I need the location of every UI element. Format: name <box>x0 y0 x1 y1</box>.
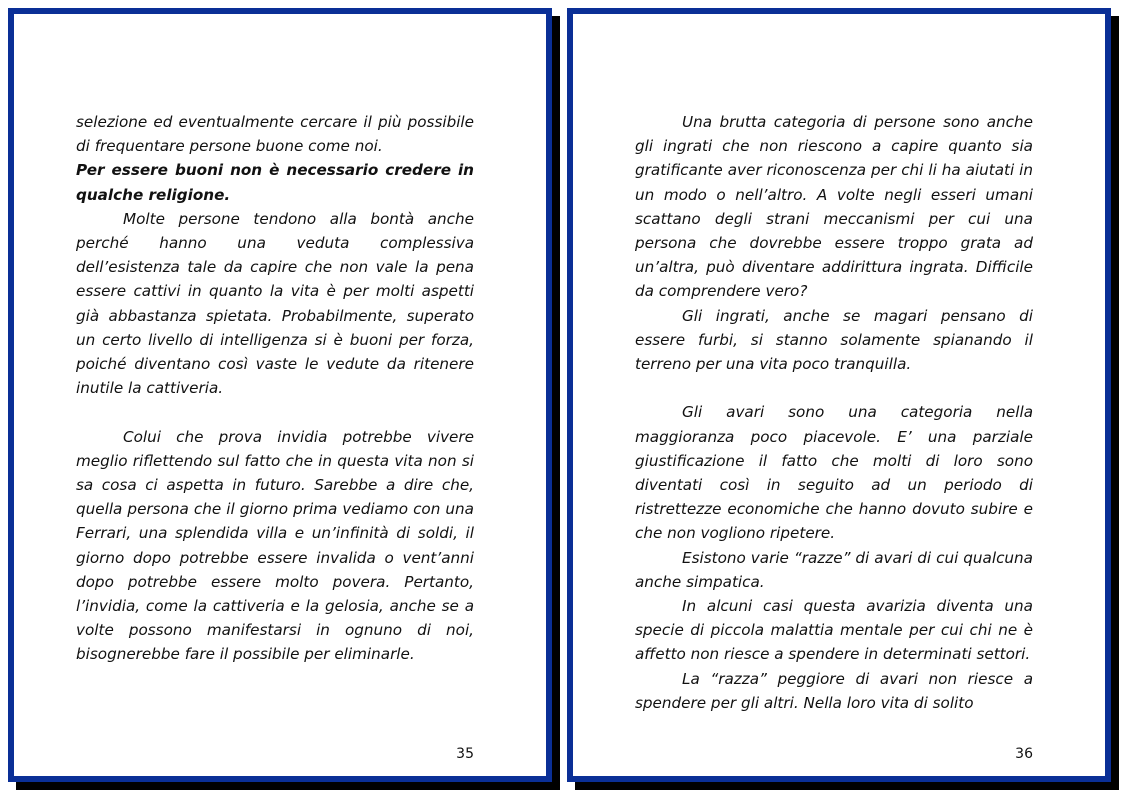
left-page <box>8 8 552 782</box>
paragraph: Molte persone tendono alla bontà anche perché hanno una veduta complessiva dell’esistenza tale da capire che non vale la pena essere cattivi in quanto la vita è per molti aspetti già abbastanza spietata. Probabilmente, superato un certo livello di intelligenza si è buoni per forza, poiché diventano così vaste le vedute da ritenere inutile la cattiveria. <box>76 209 474 398</box>
paragraph: selezione ed eventualmente cercare il più possibile di frequentare persone buone come noi. <box>76 113 474 156</box>
right-page-body <box>635 110 1033 715</box>
right-page <box>567 8 1111 782</box>
paragraph: La “razza” peggiore di avari non riesce a spendere per gli altri. Nella loro vita di solito <box>635 669 1033 712</box>
paragraph: Gli ingrati, anche se magari pensano di essere furbi, si stanno solamente spianando il terreno per una vita poco tranquilla. <box>635 306 1033 374</box>
paragraph: Esistono varie “razze” di avari di cui qualcuna anche simpatica. <box>635 548 1033 591</box>
paragraph: Colui che prova invidia potrebbe vivere meglio riflettendo sul fatto che in questa vita non si sa cosa ci aspetta in futuro. Sarebbe a dire che, quella persona che il giorno prima vediamo con una Ferrari, una splendida villa e un’infinità di soldi, il giorno dopo potrebbe essere invalida o vent’anni dopo potrebbe essere molto povera. Pertanto, l’invidia, come la cattiveria e la gelosia, anche se a volte possono manifestarsi in ognuno di noi, bisognerebbe fare il possibile per eliminarle. <box>76 427 474 664</box>
paragraph: In alcuni casi questa avarizia diventa una specie di piccola malattia mentale per cui chi ne è affetto non riesce a spendere in determinati settori. <box>635 597 1033 664</box>
bold-statement: Per essere buoni non è necessario credere in qualche religione. <box>76 161 474 204</box>
page-number: 36 <box>1015 746 1033 762</box>
paragraph: Una brutta categoria di persone sono anche gli ingrati che non riescono a capire quanto sia gratificante aver riconoscenza per chi li ha aiutati in un modo o nell’altro. A volte negli esseri umani scattano degli strani meccanismi per cui una persona che dovrebbe essere troppo grata ad un’altra, può diventare addirittura ingrata. Difficile da comprendere vero? <box>635 113 1033 301</box>
left-page-body <box>76 110 474 667</box>
page-number: 35 <box>456 746 474 762</box>
paragraph: Gli avari sono una categoria nella maggioranza poco piacevole. E’ una parziale giustificazione il fatto che molti di loro sono diventati così in seguito ad un periodo di ristrettezze economiche che hanno dovuto subire e che non vogliono ripetere. <box>635 403 1033 543</box>
paragraph-spacer <box>635 376 1033 400</box>
paragraph-spacer <box>76 400 474 424</box>
